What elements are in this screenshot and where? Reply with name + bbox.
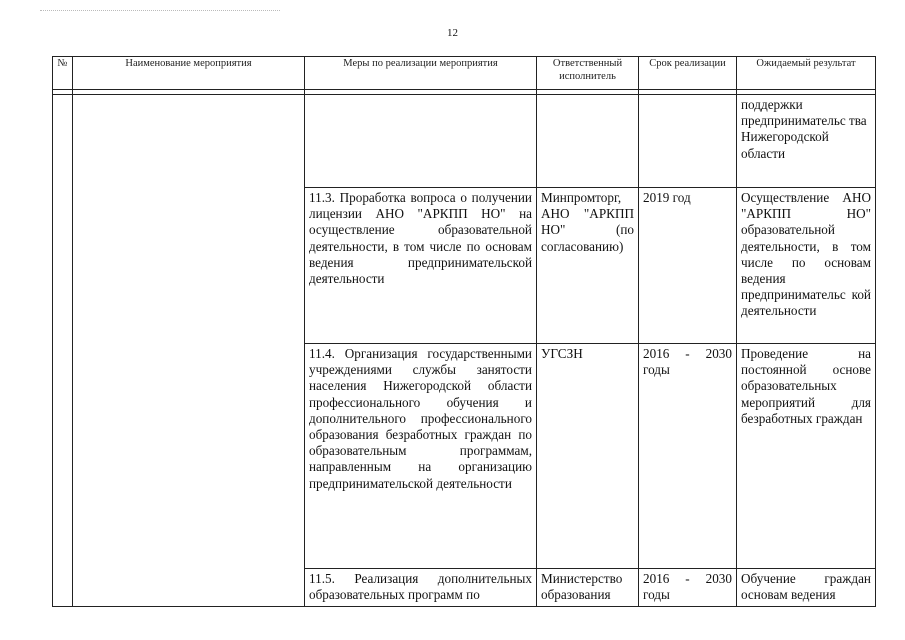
header-num: № — [53, 57, 73, 90]
header-term: Срок реализации — [639, 57, 737, 90]
table-header-row — [53, 57, 876, 90]
activities-table — [52, 56, 876, 607]
scan-artifact-line — [40, 10, 280, 13]
cell-term — [639, 95, 737, 188]
cell-responsible: Минпромторг, АНО "АРКПП НО" (по согласованию) — [537, 188, 639, 344]
cell-term: 2016 - 2030 годы — [639, 569, 737, 607]
cell-result: поддержки предпринимательс тва Нижегородской области — [737, 95, 876, 188]
table-row — [53, 95, 876, 188]
cell-measures: 11.4. Организация государственными учреждениями службы занятости населения Нижегородской области профессионального обучения и дополнительного профессионального образования безработных граждан по образовательным программам, направленным на организацию предпринимательской деятельности — [305, 344, 537, 569]
cell-name — [73, 95, 305, 607]
cell-responsible: Министерство образования — [537, 569, 639, 607]
header-measures: Меры по реализации мероприятия — [305, 57, 537, 90]
header-result: Ожидаемый результат — [737, 57, 876, 90]
header-responsible: Ответственный исполнитель — [537, 57, 639, 90]
cell-num — [53, 95, 73, 607]
cell-measures: 11.3. Проработка вопроса о получении лицензии АНО "АРКПП НО" на осуществление образовательной деятельности, в том числе по основам ведения предпринимательской деятельности — [305, 188, 537, 344]
cell-result: Осуществление АНО "АРКПП НО" образовательной деятельности, в том числе по основам ведения предпринимательс кой деятельности — [737, 188, 876, 344]
cell-responsible — [537, 95, 639, 188]
cell-result: Обучение граждан основам ведения — [737, 569, 876, 607]
page-number: 12 — [447, 27, 458, 39]
cell-measures: 11.5. Реализация дополнительных образовательных программ по — [305, 569, 537, 607]
cell-term: 2019 год — [639, 188, 737, 344]
cell-measures — [305, 95, 537, 188]
cell-term: 2016 - 2030 годы — [639, 344, 737, 569]
cell-responsible: УГСЗН — [537, 344, 639, 569]
cell-result: Проведение на постоянной основе образовательных мероприятий для безработных граждан — [737, 344, 876, 569]
header-name: Наименование мероприятия — [73, 57, 305, 90]
